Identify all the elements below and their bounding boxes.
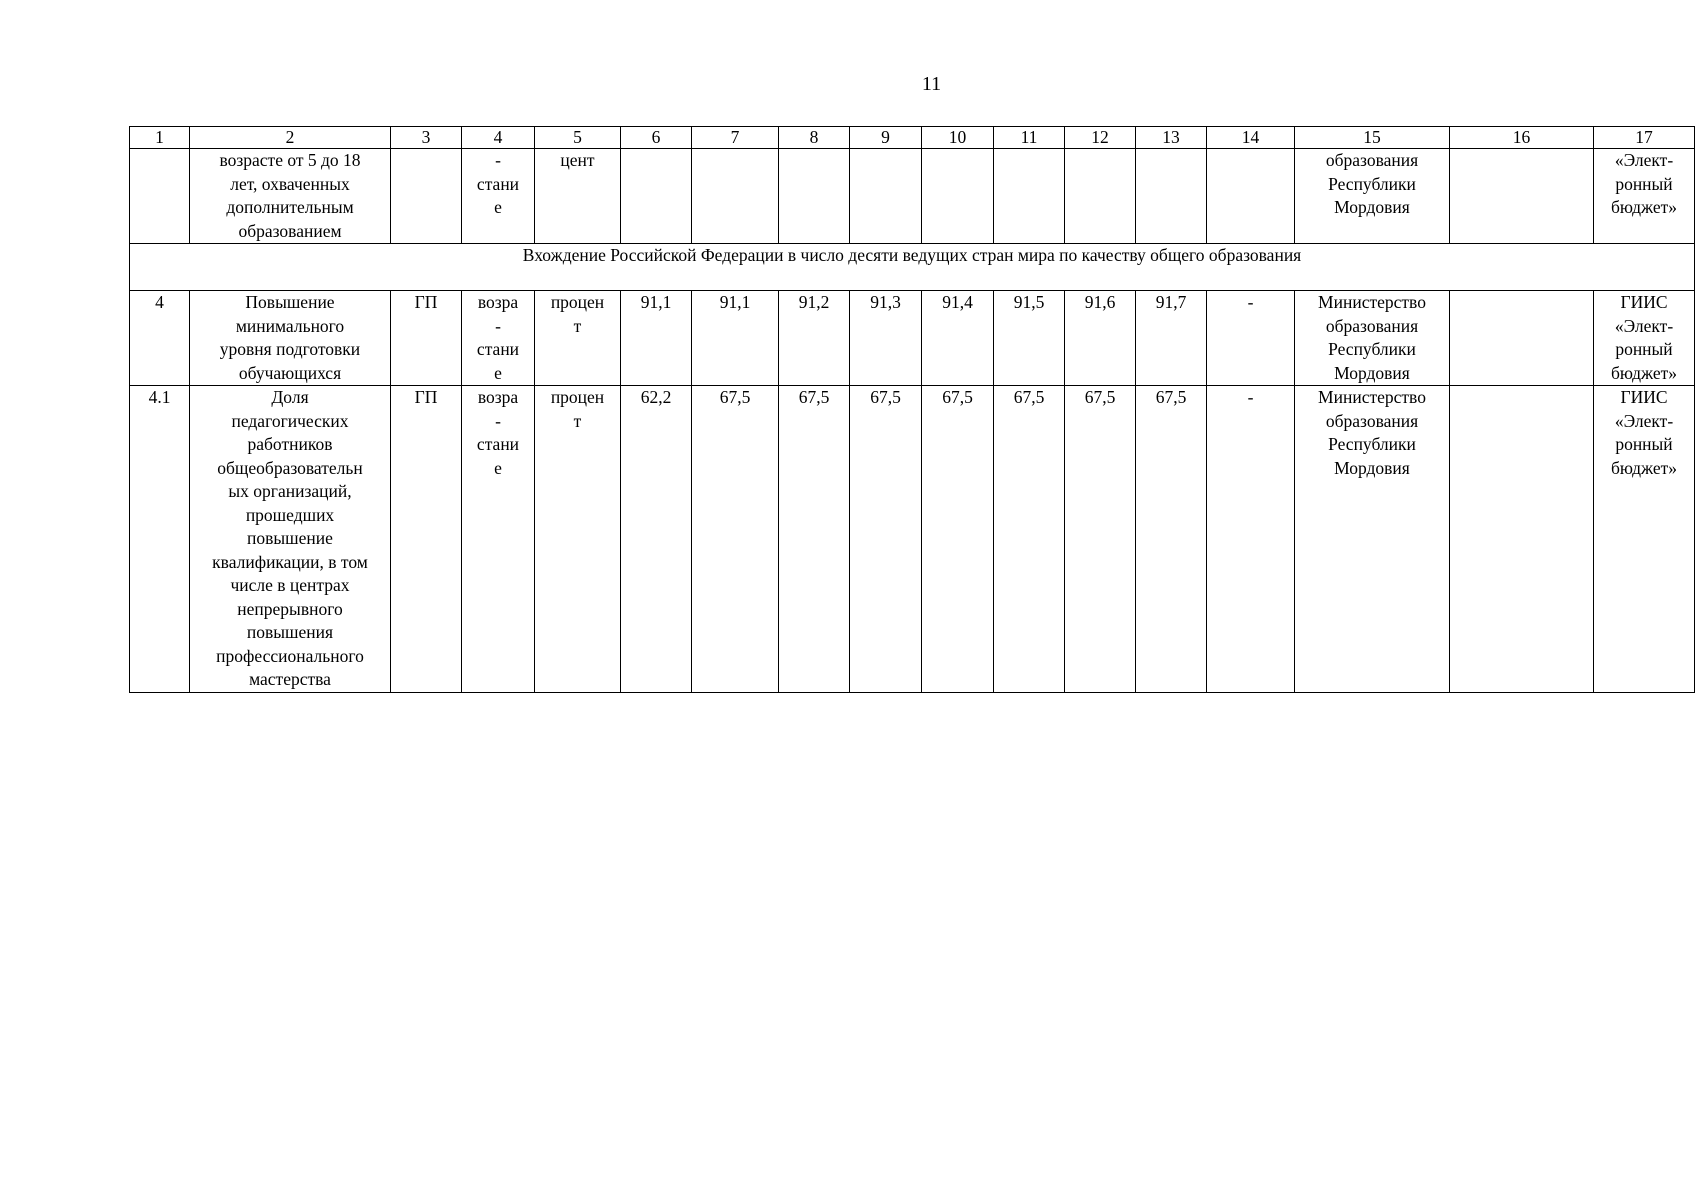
column-header: 16 (1450, 127, 1594, 149)
section-heading-row (130, 244, 1695, 291)
table-cell: 91,2 (779, 291, 850, 386)
column-header: 13 (1136, 127, 1207, 149)
page-number: 11 (921, 73, 942, 95)
indicators-table (129, 126, 1695, 693)
table-cell: - (1207, 291, 1295, 386)
table-row-continuation (130, 149, 1695, 244)
table-cell: 91,3 (850, 291, 922, 386)
table-cell: ГП (391, 291, 462, 386)
table-cell: 91,1 (692, 291, 779, 386)
column-header: 6 (621, 127, 692, 149)
column-header: 10 (922, 127, 994, 149)
column-number-row (130, 127, 1695, 149)
column-header: 15 (1295, 127, 1450, 149)
column-header: 4 (462, 127, 535, 149)
section-title: Вхождение Российской Федерации в число десяти ведущих стран мира по качеству общего образования (130, 244, 1695, 291)
column-header: 12 (1065, 127, 1136, 149)
column-header: 8 (779, 127, 850, 149)
table-cell: цент (535, 149, 621, 244)
table-cell: 67,5 (1065, 386, 1136, 693)
table-cell (130, 149, 190, 244)
table-cell: 91,5 (994, 291, 1065, 386)
table-cell (1065, 149, 1136, 244)
table-cell (850, 149, 922, 244)
table-row (130, 386, 1695, 693)
table-cell: ГП (391, 386, 462, 693)
table-cell: 4 (130, 291, 190, 386)
table-row (130, 291, 1695, 386)
table-cell (1136, 149, 1207, 244)
column-header: 1 (130, 127, 190, 149)
table-cell (994, 149, 1065, 244)
table-cell: возра - стани е (462, 386, 535, 693)
table-cell: образования Республики Мордовия (1295, 149, 1450, 244)
table-cell (621, 149, 692, 244)
table-cell (1207, 149, 1295, 244)
table-cell: возрасте от 5 до 18 лет, охваченных дополнительным образованием (190, 149, 391, 244)
column-header: 7 (692, 127, 779, 149)
table-cell: процен т (535, 291, 621, 386)
column-header: 14 (1207, 127, 1295, 149)
table-cell: - стани е (462, 149, 535, 244)
column-header: 17 (1594, 127, 1695, 149)
table-cell (391, 149, 462, 244)
table-cell (779, 149, 850, 244)
table-cell: возра - стани е (462, 291, 535, 386)
table-cell: ГИИС «Элект- ронный бюджет» (1594, 386, 1695, 693)
table-cell: 67,5 (850, 386, 922, 693)
table-cell: 4.1 (130, 386, 190, 693)
table-cell (1450, 386, 1594, 693)
column-header: 9 (850, 127, 922, 149)
table-cell: - (1207, 386, 1295, 693)
column-header: 2 (190, 127, 391, 149)
table-cell: Министерство образования Республики Мордовия (1295, 291, 1450, 386)
table-cell: Министерство образования Республики Мордовия (1295, 386, 1450, 693)
table-cell: процен т (535, 386, 621, 693)
table-cell: 67,5 (779, 386, 850, 693)
table-cell: 91,4 (922, 291, 994, 386)
table-cell: 62,2 (621, 386, 692, 693)
table-cell: 67,5 (1136, 386, 1207, 693)
table-cell: Повышение минимального уровня подготовки обучающихся (190, 291, 391, 386)
table-cell: 91,6 (1065, 291, 1136, 386)
table-cell (1450, 149, 1594, 244)
column-header: 11 (994, 127, 1065, 149)
column-header: 3 (391, 127, 462, 149)
table-cell: Доля педагогических работников общеобразовательн ых организаций, прошедших повышение квалификации, в том числе в центрах непрерывного повышения профессионального мастерства (190, 386, 391, 693)
table-cell (1450, 291, 1594, 386)
table-cell: 67,5 (994, 386, 1065, 693)
table-cell: ГИИС «Элект- ронный бюджет» (1594, 291, 1695, 386)
table-cell: 91,7 (1136, 291, 1207, 386)
column-header: 5 (535, 127, 621, 149)
table-cell: 91,1 (621, 291, 692, 386)
table-cell: 67,5 (922, 386, 994, 693)
table-cell: 67,5 (692, 386, 779, 693)
table-cell: «Элект- ронный бюджет» (1594, 149, 1695, 244)
table-cell (692, 149, 779, 244)
table-cell (922, 149, 994, 244)
